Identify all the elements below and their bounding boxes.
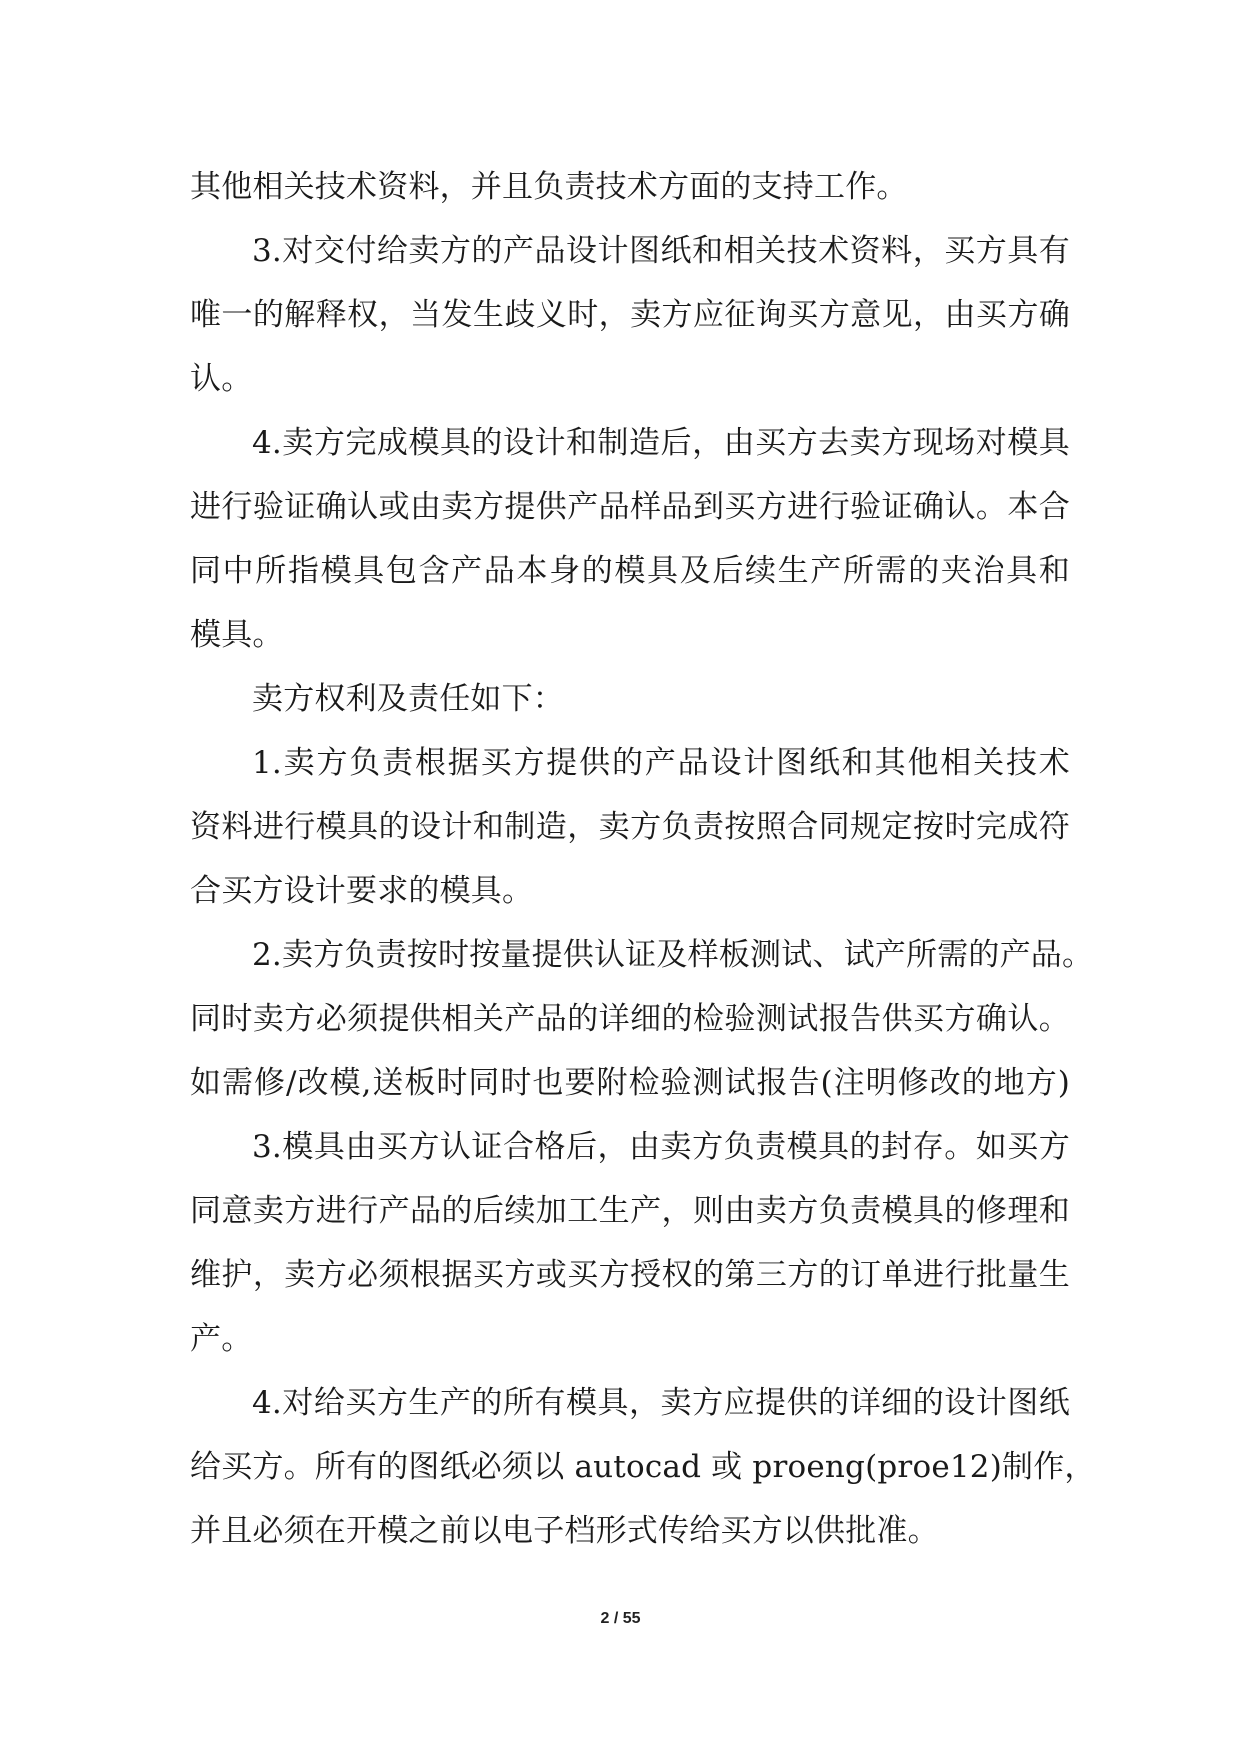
text-line: 3.模具由买方认证合格后，由卖方负责模具的封存。如买方 [252,1129,1070,1165]
text-line: 合买方设计要求的模具。 [190,873,534,909]
text-line: 卖方权利及责任如下： [252,681,564,717]
text-line: 给买方。所有的图纸必须以 autocad 或 proeng(proe12)制作， [190,1449,1096,1485]
text-line: 维护，卖方必须根据买方或买方授权的第三方的订单进行批量生 [190,1257,1070,1293]
text-line: 4.对给买方生产的所有模具，卖方应提供的详细的设计图纸 [252,1385,1070,1421]
page-number: 2 / 55 [600,1610,641,1627]
text-line: 1.卖方负责根据买方提供的产品设计图纸和其他相关技术 [252,745,1070,781]
text-line: 模具。 [190,617,284,653]
text-line: 认。 [190,361,253,397]
text-line: 3.对交付给卖方的产品设计图纸和相关技术资料，买方具有 [252,233,1070,269]
text-line: 同中所指模具包含产品本身的模具及后续生产所需的夹治具和 [190,553,1070,589]
text-line: 资料进行模具的设计和制造，卖方负责按照合同规定按时完成符 [190,809,1070,845]
text-line: 进行验证确认或由卖方提供产品样品到买方进行验证确认。本合 [190,489,1070,525]
text-line: 同意卖方进行产品的后续加工生产，则由卖方负责模具的修理和 [190,1193,1070,1229]
text-line: 唯一的解释权，当发生歧义时，卖方应征询买方意见，由买方确 [190,297,1070,333]
text-line: 4.卖方完成模具的设计和制造后，由买方去卖方现场对模具 [252,425,1070,461]
text-line: 同时卖方必须提供相关产品的详细的检验测试报告供买方确认。 [190,1001,1070,1037]
text-line: 产。 [190,1321,253,1357]
text-line: 其他相关技术资料，并且负责技术方面的支持工作。 [190,169,908,205]
document-body [190,155,1096,1563]
text-line: 如需修/改模,送板时同时也要附检验测试报告(注明修改的地方) [190,1065,1070,1101]
text-line: 2.卖方负责按时按量提供认证及样板测试、试产所需的产品。 [252,937,1094,973]
text-line: 并且必须在开模之前以电子档形式传给买方以供批准。 [190,1513,939,1549]
paragraph-text [190,155,1096,1563]
